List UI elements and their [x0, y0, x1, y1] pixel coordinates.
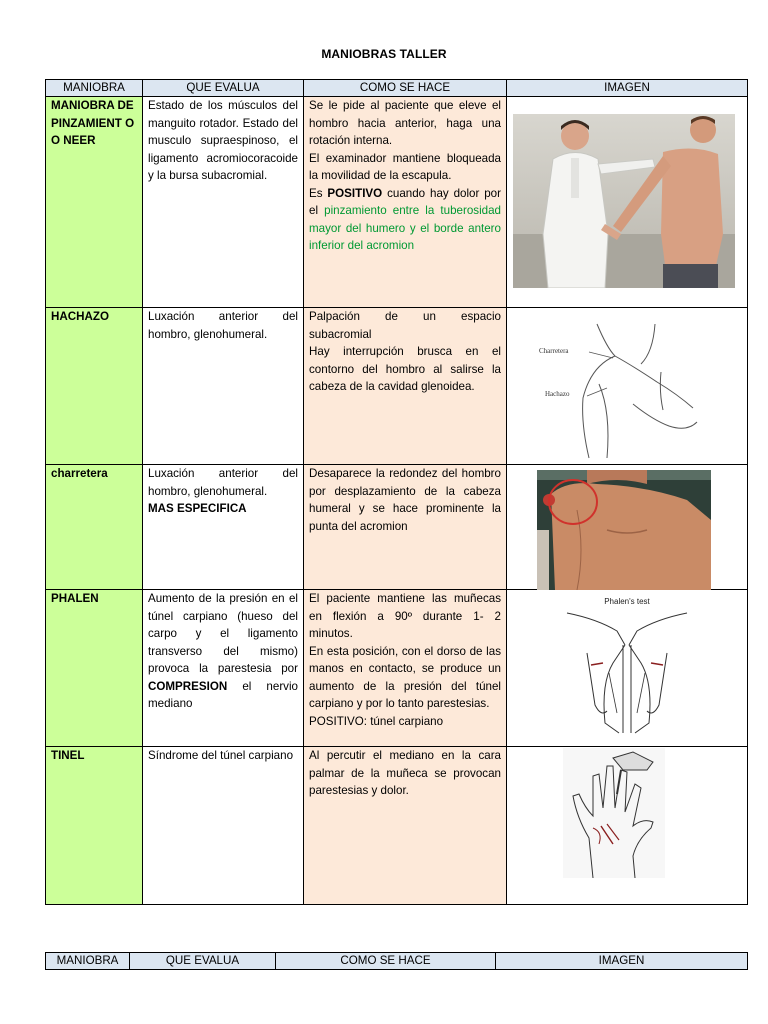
- maniobras-table: [45, 79, 748, 905]
- table-header-row: [46, 80, 748, 97]
- header-que-evalua: QUE EVALUA: [143, 80, 304, 97]
- maniobra-cell: charretera: [46, 465, 143, 590]
- header-imagen: IMAGEN: [507, 80, 748, 97]
- evalua-emphasis: MAS ESPECIFICA: [148, 502, 247, 515]
- maniobra-cell: TINEL: [46, 747, 143, 905]
- evalua-cell: [143, 465, 304, 590]
- phalen-illustration: [547, 593, 707, 743]
- positivo-label: POSITIVO: [327, 186, 383, 200]
- maniobra-cell: MANIOBRA DE PINZAMIENT O O NEER: [46, 97, 143, 308]
- evalua-cell: Síndrome del túnel carpiano: [143, 747, 304, 905]
- header-imagen: IMAGEN: [496, 953, 748, 970]
- header-maniobra: MANIOBRA: [46, 953, 130, 970]
- table-row: [46, 465, 748, 590]
- imagen-cell: [507, 308, 748, 465]
- hace-cell: Al percutir el mediano en la cara palmar de la muñeca se provocan parestesias y dolor.: [304, 747, 507, 905]
- positivo-text: POSITIVO: túnel carpiano: [309, 714, 444, 728]
- header-como-se-hace: COMO SE HACE: [304, 80, 507, 97]
- hace-text: En esta posición, con el dorso de las manos en contacto, se produce un aumento de la presión del túnel carpiano y por lo tanto parestesias.: [309, 644, 501, 710]
- sketch-label-hachazo: Hachazo: [545, 390, 570, 398]
- hace-text: [309, 185, 501, 255]
- hace-cell: [304, 97, 507, 308]
- hace-text: Hay interrupción brusca en el contorno del hombro al salirse la cabeza de la cavidad glenoidea.: [309, 345, 501, 393]
- imagen-cell: [507, 465, 748, 590]
- charretera-photo: [537, 470, 711, 590]
- hace-text-part: cuando hay dolor por el: [309, 186, 501, 217]
- table-row: [46, 590, 748, 747]
- neer-photo: [513, 114, 735, 288]
- header-como-se-hace: COMO SE HACE: [276, 953, 496, 970]
- hace-cell: Desaparece la redondez del hombro por desplazamiento de la cabeza humeral y se hace prominente la punta del acromion: [304, 465, 507, 590]
- imagen-cell: [507, 747, 748, 905]
- second-table-header: [45, 952, 748, 970]
- evalua-text: Luxación anterior del hombro, glenohumeral.: [148, 467, 298, 498]
- hace-text: Se le pide al paciente que eleve el hombro hacia anterior, haga una rotación interna.: [309, 99, 501, 147]
- phalen-caption: Phalen's test: [604, 597, 650, 606]
- table-header-row: [46, 953, 748, 970]
- evalua-cell: Luxación anterior del hombro, glenohumeral.: [143, 308, 304, 465]
- header-maniobra: MANIOBRA: [46, 80, 143, 97]
- table-row: [46, 308, 748, 465]
- evalua-text: el nervio mediano: [148, 679, 298, 710]
- hace-text: Palpación de un espacio subacromial: [309, 310, 501, 341]
- hace-cell: [304, 308, 507, 465]
- maniobra-cell: PHALEN: [46, 590, 143, 747]
- hace-text-part: Es: [309, 186, 328, 200]
- tinel-illustration: [563, 748, 665, 878]
- hace-cell: [304, 590, 507, 747]
- highlight-text: pinzamiento entre la tuberosidad mayor del humero y el borde antero inferior del acromion: [309, 204, 502, 252]
- sketch-label-charretera: Charretera: [539, 347, 569, 355]
- imagen-cell: [507, 590, 748, 747]
- table-row: [46, 747, 748, 905]
- page-title: MANIOBRAS TALLER: [321, 47, 447, 61]
- evalua-cell: [143, 590, 304, 747]
- maniobra-cell: HACHAZO: [46, 308, 143, 465]
- table-row: [46, 97, 748, 308]
- hachazo-sketch: [537, 312, 707, 460]
- header-que-evalua: QUE EVALUA: [130, 953, 276, 970]
- imagen-cell: [507, 97, 748, 308]
- hace-text: El paciente mantiene las muñecas en flexión a 90º durante 1- 2 minutos.: [309, 592, 501, 640]
- evalua-cell: Estado de los músculos del manguito rotador. Estado del musculo supraespinoso, el ligamento acromiocoracoide y la bursa subacromial.: [143, 97, 304, 308]
- evalua-emphasis: COMPRESION: [148, 679, 228, 693]
- evalua-text: Aumento de la presión en el túnel carpiano (hueso del carpo y el ligamento transverso del mismo) provoca la parestesia por: [148, 592, 298, 675]
- hace-text: El examinador mantiene bloqueada la movilidad de la escapula.: [309, 151, 501, 182]
